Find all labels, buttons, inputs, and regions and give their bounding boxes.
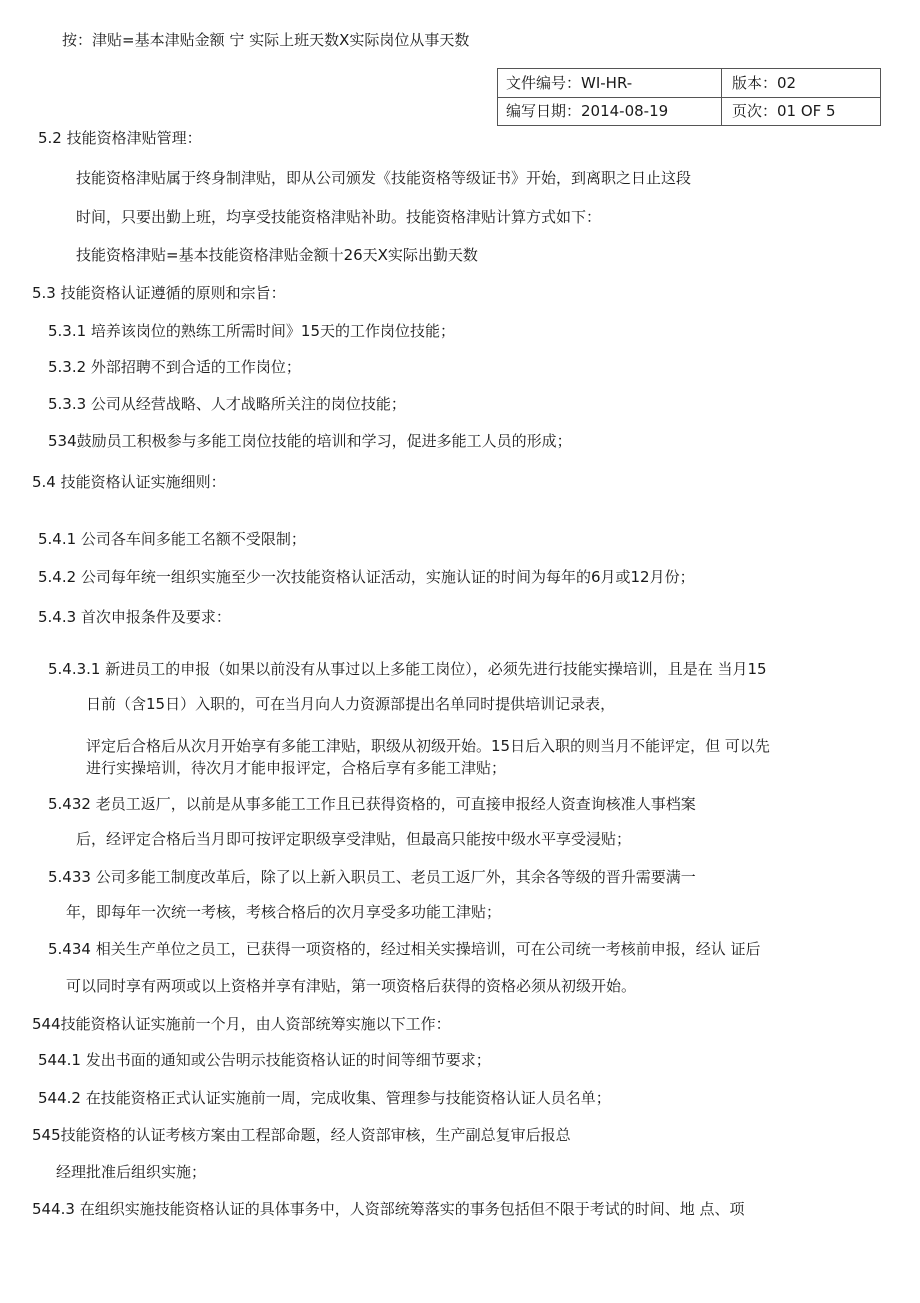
page-cell: 页次：01 OF 5 — [732, 102, 836, 120]
item-5-4-3-1: 5.4.3.1 新进员工的申报（如果以前没有从事过以上多能工岗位），必须先进行技能实操培训，且是在 当月15 — [48, 660, 767, 678]
section-5-4-heading: 5.4 技能资格认证实施细则： — [32, 473, 226, 491]
doc-number-cell: 文件编号：WI-HR- — [506, 74, 633, 92]
item-5-3-2: 5.3.2 外部招聘不到合适的工作岗位； — [48, 358, 301, 376]
item-5-4-3: 5.4.3 首次申报条件及要求： — [38, 608, 231, 626]
item-5-4-4-3: 544.3 在组织实施技能资格认证的具体事务中，人资部统筹落实的事务包括但不限于考试的时间、地 点、项 — [32, 1200, 745, 1218]
paragraph-line: 日前（含15日）入职的，可在当月向人力资源部提出名单同时提供培训记录表， — [86, 695, 616, 713]
item-5-3-1: 5.3.1 培养该岗位的熟练工所需时间》15天的工作岗位技能； — [48, 322, 456, 340]
item-5-4-5: 545技能资格的认证考核方案由工程部命题，经人资部审核，生产副总复审后报总 — [32, 1126, 571, 1144]
date-cell: 编写日期：2014-08-19 — [506, 102, 669, 120]
item-5-4-3-2: 5.432 老员工返厂，以前是从事多能工工作且已获得资格的，可直接申报经人资查询核准人事档案 — [48, 795, 696, 813]
table-divider-horizontal — [498, 97, 880, 98]
paragraph-line: 时间，只要出勤上班，均享受技能资格津贴补助。技能资格津贴计算方式如下： — [76, 208, 602, 226]
paragraph-line: 技能资格津贴属于终身制津贴，即从公司颁发《技能资格等级证书》开始，到离职之日止这段 — [76, 169, 692, 187]
formula-line: 技能资格津贴=基本技能资格津贴金额十26天X实际出勤天数 — [76, 246, 478, 264]
item-5-4-3-3: 5.433 公司多能工制度改革后，除了以上新入职员工、老员工返厂外，其余各等级的晋升需要满一 — [48, 868, 696, 886]
item-5-4-4-2: 544.2 在技能资格正式认证实施前一周，完成收集、管理参与技能资格认证人员名单； — [38, 1089, 611, 1107]
item-5-4-2: 5.4.2 公司每年统一组织实施至少一次技能资格认证活动，实施认证的时间为每年的6月或12月份； — [38, 568, 695, 586]
paragraph-line: 可以同时享有两项或以上资格并享有津贴，第一项资格后获得的资格必须从初级开始。 — [66, 977, 637, 995]
item-5-4-3-4: 5.434 相关生产单位之员工，已获得一项资格的，经过相关实操培训，可在公司统一考核前申报，经认 证后 — [48, 940, 761, 958]
allowance-note: 按：津贴=基本津贴金额 宁 实际上班天数X实际岗位从事天数 — [62, 31, 470, 49]
item-5-4-1: 5.4.1 公司各车间多能工名额不受限制； — [38, 530, 306, 548]
item-5-4-4-1: 544.1 发出书面的通知或公告明示技能资格认证的时间等细节要求； — [38, 1051, 491, 1069]
item-5-3-3: 5.3.3 公司从经营战略、人才战略所关注的岗位技能； — [48, 395, 406, 413]
section-5-2-heading: 5.2 技能资格津贴管理： — [38, 129, 202, 147]
paragraph-line: 年，即每年一次统一考核，考核合格后的次月享受多功能工津贴； — [66, 903, 502, 921]
item-5-4-4: 544技能资格认证实施前一个月，由人资部统筹实施以下工作： — [32, 1015, 451, 1033]
section-5-3-heading: 5.3 技能资格认证遵循的原则和宗旨： — [32, 284, 286, 302]
document-header-table — [497, 68, 881, 126]
paragraph-line: 评定后合格后从次月开始享有多能工津贴，职级从初级开始。15日后入职的则当月不能评定，但 可以先 — [86, 737, 770, 755]
item-5-3-4: 534鼓励员工积极参与多能工岗位技能的培训和学习，促进多能工人员的形成； — [48, 432, 572, 450]
paragraph-line: 进行实操培训，待次月才能申报评定，合格后享有多能工津贴； — [86, 759, 507, 777]
paragraph-line: 后，经评定合格后当月即可按评定职级享受津贴，但最高只能按中级水平享受浸贴； — [76, 830, 632, 848]
paragraph-line: 经理批准后组织实施； — [56, 1163, 207, 1181]
version-cell: 版本：02 — [732, 74, 797, 92]
